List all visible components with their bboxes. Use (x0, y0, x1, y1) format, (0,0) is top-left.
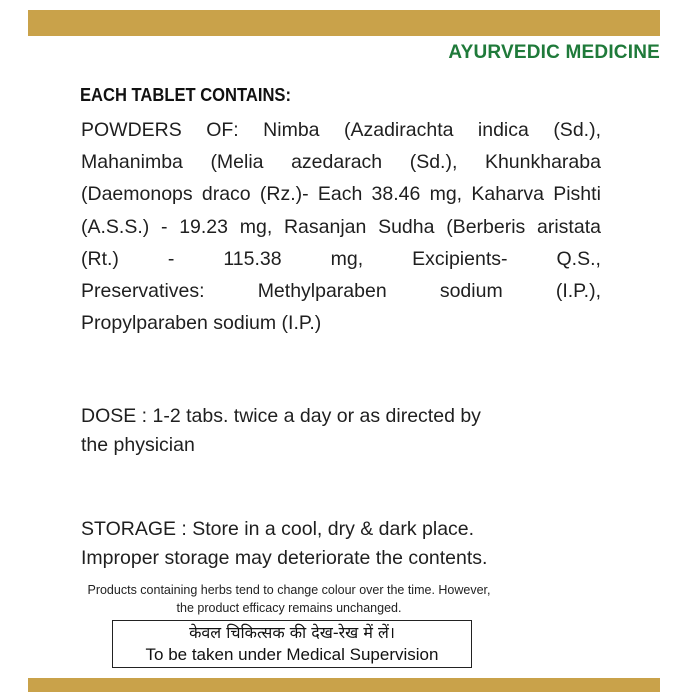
storage-text: STORAGE : Store in a cool, dry & dark place. Improper storage may deteriorate the contents. (81, 518, 488, 569)
ingredient-word: Pishti (553, 183, 601, 206)
ingredient-word: mg, (239, 215, 273, 238)
ingredient-word: Mahanimba (81, 151, 183, 174)
ingredient-word: (Rt.) (81, 247, 119, 270)
ingredient-line (81, 178, 601, 210)
ingredient-word: (A.S.S.) (81, 215, 150, 238)
english-supervision-text: To be taken under Medical Supervision (145, 645, 439, 664)
herbal-colour-note: Products containing herbs tend to change colour over the time. However, the product efficacy remains unchanged. (87, 583, 491, 615)
ingredient-word: 38.46 (371, 183, 421, 206)
ingredient-word: (Melia (210, 151, 264, 174)
bottom-color-band (28, 678, 660, 692)
ingredient-line (81, 275, 601, 307)
ingredient-word: Excipients- (412, 247, 508, 270)
ingredient-word: aristata (537, 215, 601, 238)
ingredient-word: POWDERS (81, 119, 182, 141)
ingredient-word: (Rz.)- (259, 183, 309, 206)
ingredient-word: mg, (330, 247, 364, 270)
ingredient-word: sodium (439, 279, 503, 302)
ingredient-word: Q.S., (556, 247, 601, 270)
ingredient-word: (Sd.), (553, 119, 601, 141)
ingredient-word: Each (317, 183, 363, 206)
ingredient-word: indica (477, 119, 529, 141)
ingredient-line (81, 211, 601, 243)
ingredient-word: 115.38 (223, 247, 282, 270)
ingredient-word: draco (201, 183, 251, 206)
ingredient-word: Khunkharaba (484, 151, 601, 174)
ingredient-word: (Azadirachta (343, 119, 454, 141)
composition-heading: EACH TABLET CONTAINS: (80, 85, 291, 105)
ingredient-word: OF: (206, 119, 239, 141)
ingredient-word: (Daemonops (81, 183, 193, 206)
ingredient-word: Sudha (378, 215, 435, 238)
ingredient-word: Propylparaben sodium (I.P.) (81, 312, 322, 335)
ingredient-word: (I.P.), (555, 279, 601, 302)
top-color-band (28, 10, 660, 36)
ingredient-word: (Berberis (446, 215, 526, 238)
ingredient-word: Preservatives: (81, 279, 205, 302)
ingredient-line (81, 114, 601, 146)
ingredient-word: - (160, 215, 168, 238)
ingredient-line (81, 243, 601, 275)
category-label: AYURVEDIC MEDICINE (448, 42, 660, 63)
ingredient-line (81, 307, 601, 339)
ingredient-word: 19.23 (179, 215, 229, 238)
dose-text: DOSE : 1-2 tabs. twice a day or as directed by the physician (81, 405, 481, 456)
ingredient-word: azedarach (291, 151, 383, 174)
ingredient-word: (Sd.), (409, 151, 458, 174)
ingredient-line (81, 146, 601, 178)
hindi-supervision-text: केवल चिकित्सक की देख-रेख में लें। (189, 623, 395, 642)
ingredient-word: Rasanjan (283, 215, 367, 238)
ingredients-text (81, 114, 601, 339)
ingredient-word: Nimba (263, 119, 320, 141)
medical-supervision-box (112, 620, 472, 668)
ingredient-word: - (167, 247, 175, 270)
ingredient-word: Methylparaben (257, 279, 387, 302)
ingredient-word: mg, (429, 183, 463, 206)
ingredient-word: Kaharva (471, 183, 544, 206)
